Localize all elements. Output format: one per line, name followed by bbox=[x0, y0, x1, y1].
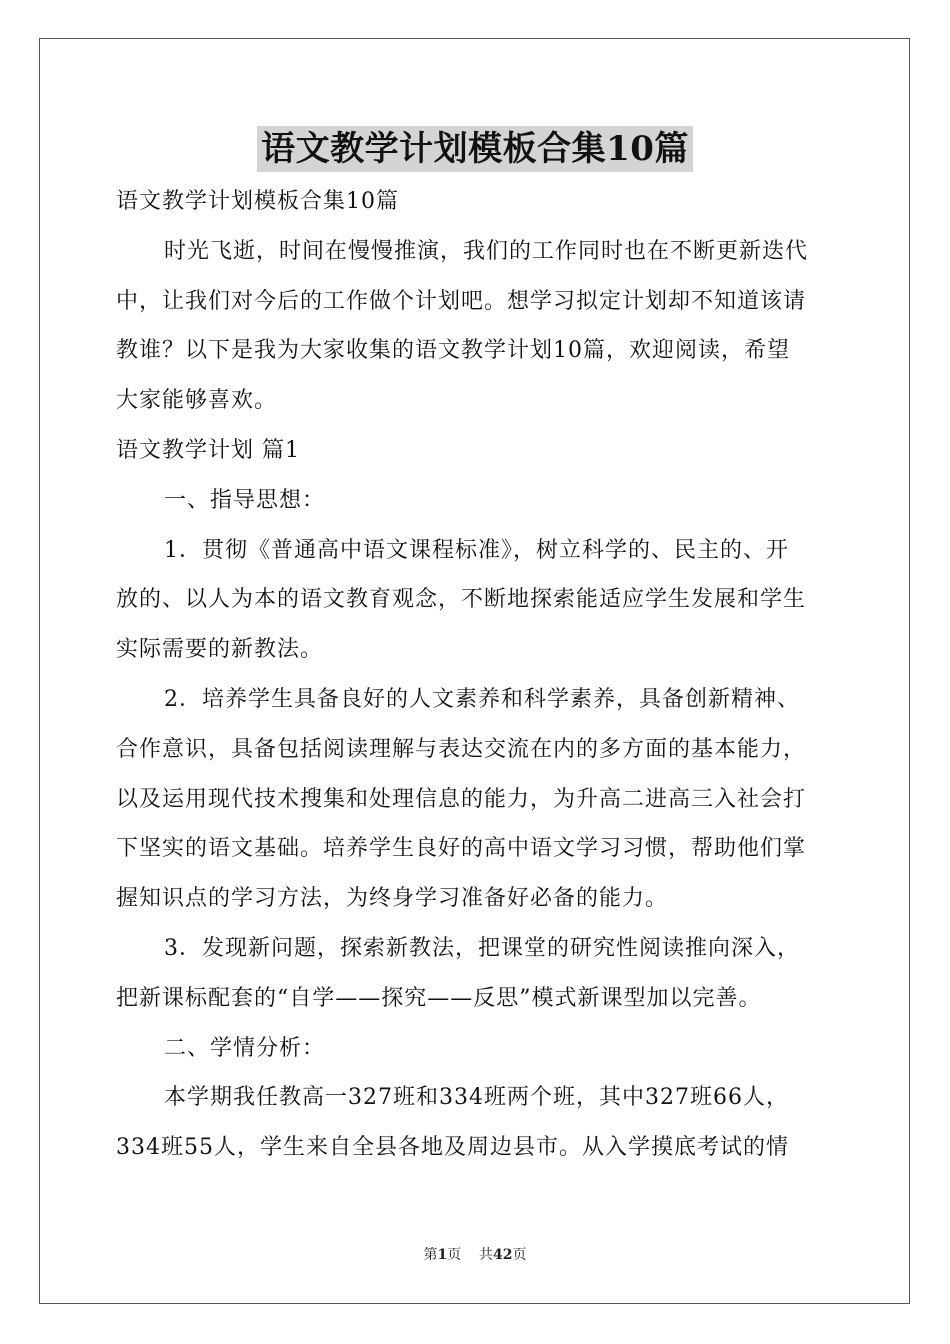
text-line: 时光飞逝，时间在慢慢推演，我们的工作同时也在不断更新迭代 bbox=[164, 238, 809, 264]
text-line: 一、指导思想： bbox=[164, 487, 326, 513]
text-line: 二、学情分析： bbox=[164, 1035, 326, 1061]
page-number: 1 bbox=[437, 1247, 448, 1263]
page-footer bbox=[0, 1246, 950, 1264]
text-line: 语文教学计划模板合集10篇 bbox=[116, 189, 399, 214]
text-line: 2．培养学生具备良好的人文素养和科学素养，具备创新精神、 bbox=[164, 686, 800, 712]
title-container bbox=[0, 126, 950, 172]
total-prefix: 共 bbox=[479, 1247, 494, 1263]
document-title: 语文教学计划模板合集10篇 bbox=[257, 126, 693, 172]
text-line: 以及运用现代技术搜集和处理信息的能力，为升高二进高三入社会打 bbox=[116, 786, 807, 812]
text-line: 3．发现新问题，探索新教法，把课堂的研究性阅读推向深入， bbox=[164, 935, 800, 961]
text-line: 放的、以人为本的语文教育观念，不断地探索能适应学生发展和学生 bbox=[116, 587, 807, 613]
text-line: 教谁？以下是我为大家收集的语文教学计划10篇，欢迎阅读，希望 bbox=[116, 338, 790, 364]
text-line: 合作意识，具备包括阅读理解与表达交流在内的多方面的基本能力， bbox=[116, 736, 807, 762]
text-line: 把新课标配套的“自学——探究——反思”模式新课型加以完善。 bbox=[116, 985, 762, 1011]
page-suffix: 页 bbox=[447, 1247, 462, 1263]
text-line: 下坚实的语文基础。培养学生良好的高中语文学习习惯，帮助他们掌 bbox=[116, 836, 807, 862]
text-line: 中，让我们对今后的工作做个计划吧。想学习拟定计划却不知道该请 bbox=[116, 288, 807, 314]
text-line: 语文教学计划 篇1 bbox=[116, 437, 300, 463]
text-line: 334班55人，学生来自全县各地及周边县市。从入学摸底考试的情 bbox=[116, 1135, 789, 1161]
text-line: 本学期我任教高一327班和334班两个班，其中327班66人， bbox=[164, 1085, 789, 1111]
text-line: 握知识点的学习方法，为终身学习准备好必备的能力。 bbox=[116, 886, 669, 912]
document-body bbox=[116, 177, 838, 1173]
text-line: 大家能够喜欢。 bbox=[116, 388, 278, 414]
text-line: 1．贯彻《普通高中语文课程标准》，树立科学的、民主的、开 bbox=[164, 537, 789, 563]
total-suffix: 页 bbox=[512, 1247, 527, 1263]
page-prefix: 第 bbox=[423, 1247, 438, 1263]
text-line: 实际需要的新教法。 bbox=[116, 637, 324, 663]
total-pages: 42 bbox=[493, 1247, 513, 1263]
